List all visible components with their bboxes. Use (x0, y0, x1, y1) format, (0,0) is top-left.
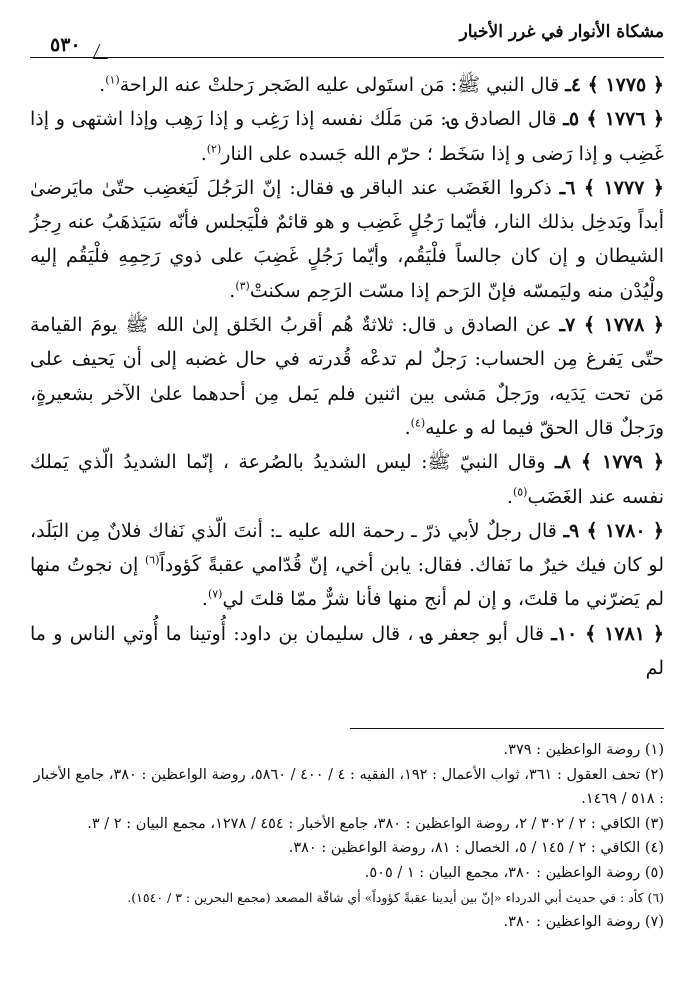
footnote-4: (٤) الكافي : ٢ / ١٤٥ / ٥، الخصال : ٨١، روضة الواعظين : ٣٨٠. (288, 840, 664, 857)
hadith-body: قال النبي ﷺ: مَن استَولى عليه الضَجر رَحلتْ عنه الراحة (119, 74, 560, 96)
footnotes (30, 738, 664, 935)
page-header (30, 22, 664, 56)
footnote-6: (٦) كأد : في حديث أبي الدرداء «إنّ بين أيدينا عقبةً كؤوداً» أي شاقّة المصعد (مجمع البحرين : ٣ / ١٥٤٠). (127, 889, 664, 905)
footnote-ref: (٢) (206, 142, 222, 156)
hadith-body-continued: إن نجوتُ منها لم يَضرّني ما قلتَ، و إن لم أنج منها فأنا شرٌّ ممّا قلتَ لي (30, 554, 664, 611)
footnote-separator (350, 728, 664, 729)
hadith-1776: ﴿ ١٧٧٦ ﴾ ٥ـ قال الصادق ؈: مَن مَلَك نفسه إذا رَغِب و إذا رَهِب وإذا اشتهى و إذا غَضِب و إذا رَضى و إذا سَخَط ؛ حرّم الله جَسده على النار$^{(٢)}$. (30, 108, 665, 165)
hadith-body: عن الصادق ؈ قال: ثلاثةٌ هُم أقربُ الخَلق إلىٰ الله ﷺ يومَ القيامة حتّى يَفرغ مِن الحساب: رَجلٌ لم تدعْه قُدرته في حال غضبه إلى أن يَحيف على مَن تحت يَدَيه، ورَجلٌ مَشى بين اثنين فلم يَمل مِن أحدهما علىٰ الآخر بشعيرةٍ، ورَجلٌ قال الحقّ فيما له و عليه (30, 314, 664, 439)
footnote-ref: (٤) (410, 416, 426, 430)
footnote-ref: (٣) (235, 279, 250, 293)
hadith-body: ذكروا الغَضَب عند الباقر ؈ فقال: إنّ الرَجُلَ لَيَغضِب حتّىٰ مايَرضىٰ أبداً ويَدخِل بذلك النار، فأيّما رَجُلٍ غَضِب و هو قائمٌ فلْيَجلس فأنّه سَيَذهَبُ عنه رِجزُ الشيطان و إن كان جالساً فلْيَقُم، وأيّما رَجُلٍ غَضِبَ على ذوي رَحِمِهِ فلْيَقُم إليه ولْيُدْن منه وليَمسّه فإنّ الرَحم إذا مسّت الرَحِم سكنتْ (30, 176, 664, 302)
hadith-1779: ﴿ ١٧٧٩ ﴾ ٨ـ وقال النبيّ ﷺ: ليس الشديدُ بالصُرعة ، إنّما الشديدُ الّذي يَملك نفسه عند الغَضَب$^{(٥)}$. (30, 451, 665, 508)
hadith-body: قال رجلٌ لأبي ذرّ ـ رحمة الله عليه ـ: أنتَ الّذي نَفاك فلانٌ مِن البَلَد، لو كان فيك خيرٌ ما نَفاك. فقال: يابن أخي، إنّ قُدّامي عقبةً كَؤوداً (30, 519, 664, 577)
footnote-ref: (٦) (145, 553, 160, 567)
hadith-1781 (30, 617, 664, 686)
hadith-number: ﴿ ١٧٧٥ ﴾ ٤ـ (565, 74, 664, 96)
footnote-1: (١) روضة الواعظين : ٣٧٩. (503, 742, 664, 758)
hadith-number: ﴿ ١٧٧٧ ﴾ ٦ـ (559, 176, 664, 199)
footnote-ref: (٥) (512, 485, 528, 499)
page-number: ٥٣٠ (50, 34, 81, 56)
hadith-number: ﴿ ١٧٧٦ ﴾ ٥ـ (563, 108, 665, 131)
hadith-1775: ﴿ ١٧٧٥ ﴾ ٤ـ قال النبي ﷺ: مَن استَولى عليه الضَجر رَحلتْ عنه الراحة$^{(١)}$. (99, 73, 664, 96)
footnote-2: (٢) تحف العقول : ٣٦١، ثواب الأعمال : ١٩٢، الفقيه : ٤ / ٤٠٠ / ٥٨٦٠، روضة الواعظين : ٣٨٠، جامع الأخبار : ٥١٨ / ١٤٦٩. (33, 766, 664, 808)
hadith-1778: ﴿ ١٧٧٨ ﴾ ٧ـ عن الصادق ؈ قال: ثلاثةٌ هُم أقربُ الخَلق إلىٰ الله ﷺ يومَ القيامة حتّى يَفرغ مِن الحساب: رَجلٌ لم تدعْه قُدرته في حال غضبه إلى أن يَحيف على مَن تحت يَدَيه، ورَجلٌ مَشى بين اثنين فلم يَمل مِن أحدهما علىٰ الآخر بشعيرةٍ، ورَجلٌ قال الحقّ فيما له و عليه$^{(٤)}$. (30, 314, 664, 439)
hadith-number: ﴿ ١٧٨٠ ﴾ ٩ـ (563, 519, 664, 542)
footnote-ref: (١) (105, 73, 120, 87)
header-rule (30, 57, 664, 58)
hadith-number: ﴿ ١٧٨١ ﴾ ١٠ـ (551, 622, 664, 645)
hadith-1777: ﴿ ١٧٧٧ ﴾ ٦ـ ذكروا الغَضَب عند الباقر ؈ فقال: إنّ الرَجُلَ لَيَغضِب حتّىٰ مايَرضىٰ أبداً ويَدخِل بذلك النار، فأيّما رَجُلٍ غَضِب و هو قائمٌ فلْيَجلس فأنّه سَيَذهَبُ عنه رِجزُ الشيطان و إن كان جالساً فلْيَقُم، وأيّما رَجُلٍ غَضِبَ على ذوي رَحِمِهِ فلْيَقُم إليه ولْيُدْن منه وليَمسّه فإنّ الرَحم إذا مسّت الرَحِم سكنتْ$^{(٣)}$. (30, 176, 664, 302)
hadith-1780: ﴿ ١٧٨٠ ﴾ ٩ـ قال رجلٌ لأبي ذرّ ـ رحمة الله عليه ـ: أنتَ الّذي نَفاك فلانٌ مِن البَلَد، لو كان فيك خيرٌ ما نَفاك. فقال: يابن أخي، إنّ قُدّامي عقبةً كَؤوداً$^{(٦)}$ إن نجوتُ منها لم يَضرّني ما قلتَ، و إن لم أنج منها فأنا شرٌّ ممّا قلتَ لي$^{(٧)}$. (30, 519, 664, 611)
footnote-3: (٣) الكافي : ٢ / ٣٠٢ / ٢، روضة الواعظين : ٣٨٠، جامع الأخبار : ٤٥٤ / ١٢٧٨، مجمع البيان : ٢ / ٣. (87, 815, 664, 832)
hadith-text-block (30, 68, 664, 685)
hadith-body: وقال النبيّ ﷺ: ليس الشديدُ بالصُرعة ، إنّما الشديدُ الّذي يَملك نفسه عند الغَضَب (30, 451, 664, 508)
running-title: مشكاة الأنوار في غرر الأخبار (459, 22, 664, 42)
footnote-7: (٧) روضة الواعظين : ٣٨٠. (503, 914, 664, 931)
footnote-ref: (٧) (207, 588, 223, 602)
hadith-number: ﴿ ١٧٧٨ ﴾ ٧ـ (559, 314, 664, 337)
hadith-number: ﴿ ١٧٧٩ ﴾ ٨ـ (555, 451, 665, 474)
hadith-body: قال الصادق ؈: مَن مَلَك نفسه إذا رَغِب و إذا رَهِب وإذا اشتهى و إذا غَضِب و إذا رَضى و إذا سَخَط ؛ حرّم الله جَسده على النار (30, 108, 664, 165)
hadith-body: قال أبو جعفر ؈ ، قال سليمان بن داود: أُوتينا ما أُوتي الناس و ما لم (30, 622, 664, 680)
footnote-5: (٥) روضة الواعظين : ٣٨٠، مجمع البيان : ١ / ٥٠٥. (364, 864, 664, 881)
